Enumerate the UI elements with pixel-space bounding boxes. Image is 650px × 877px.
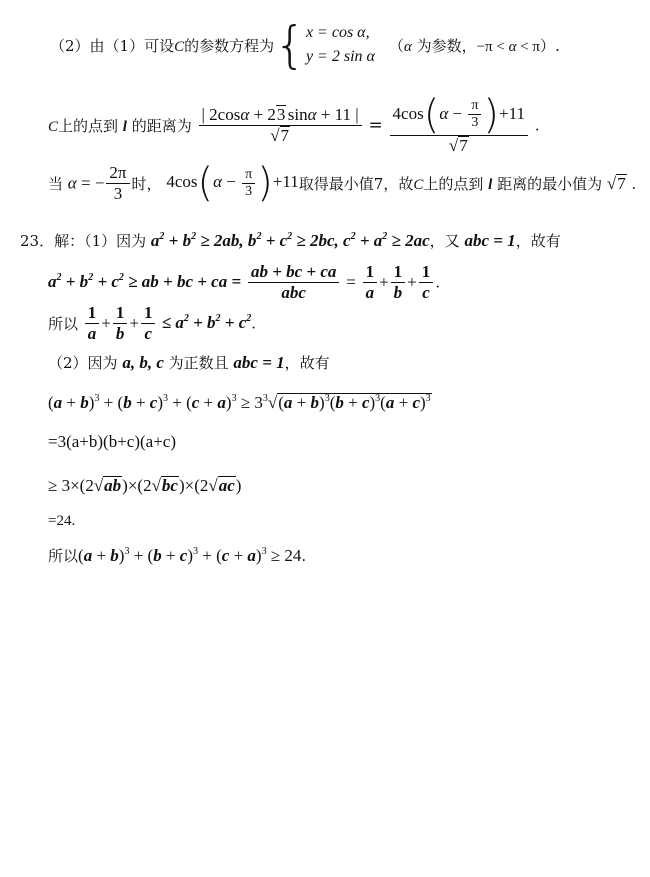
q23-eq1: $(a + b)^3 + (b + c)^3 + (c + a)^3 \ge 3^3√(a + b)^3(b + c)^3(a + c)^3$	[48, 393, 431, 412]
q23-line1: 23．解：（1）因为 $a^2 + b^2 \ge 2ab$, $b^2 + c^2 \ge 2bc$, $c^2 + a^2 \ge 2ac$，又 abc = 1，故有	[20, 231, 561, 250]
q23-eq2: =3(a+b)(b+c)(a+c)	[48, 432, 176, 451]
q23-eq3: ≥ 3×(2√ab)×(2√bc)×(2√ac)	[48, 476, 242, 495]
distance-fraction-1: $\frac{| 2\cos\alpha + 23 \sin\alpha + 11 |}{√7}$	[199, 105, 362, 146]
q23-line3: 所以 $\frac{1}{a}$ + $\frac{1}{b}$ + $\frac{1}{c}$ ≤ $a^2 + b^2 + c^2$.	[48, 303, 257, 343]
system-brace: {	[274, 16, 306, 74]
so-label: 所以	[48, 314, 79, 333]
distance-line: C上的点到 l 的距离为 $\frac{| 2\cos\alpha + 23 \sin\alpha + 11 |}{√7}$ = 4cos(α − $\frac{\pi}{3}$ )+11 √7 .	[48, 92, 540, 155]
q23-eq4: =24.	[48, 513, 76, 529]
final-prefix: 所以	[48, 547, 79, 565]
param-note: （α 为参数，−π < α < π）.	[388, 36, 560, 55]
param-system: x = cos α, y = 2 sin α	[305, 24, 375, 65]
q23-line2: $a^2 + b^2 + c^2$ ≥ ab + bc + ca = $\frac{ab + bc + ca}{\text{abc}}$ = $\frac{1}{a}$ + $\frac{1}{b}$ + $\frac{1}{c}$ .	[48, 262, 441, 302]
distance-label: C上的点到 l 的距离为	[48, 117, 192, 136]
minimum-line: 当 α = − $\frac{2\pi}{3}$ 时， 4cos(α − $\frac{\pi}{3}$ )+11取得最小值7，故C上的点到 l 距离的最小值为 √7 .	[48, 160, 637, 207]
q23-part2-intro: （2）因为 a, b, c 为正数且 abc = 1，故有	[48, 353, 330, 372]
part2-param-line	[50, 16, 560, 74]
part2-intro-text: （2）由（1）可设C的参数方程为	[50, 36, 275, 55]
q23-final: 所以$(a + b)^3 + (b + c)^3 + (c + a)^3 \ge 24$.	[48, 546, 307, 565]
distance-fraction-2: 4cos(α − $\frac{\pi}{3}$ )+11 √7	[390, 95, 528, 156]
